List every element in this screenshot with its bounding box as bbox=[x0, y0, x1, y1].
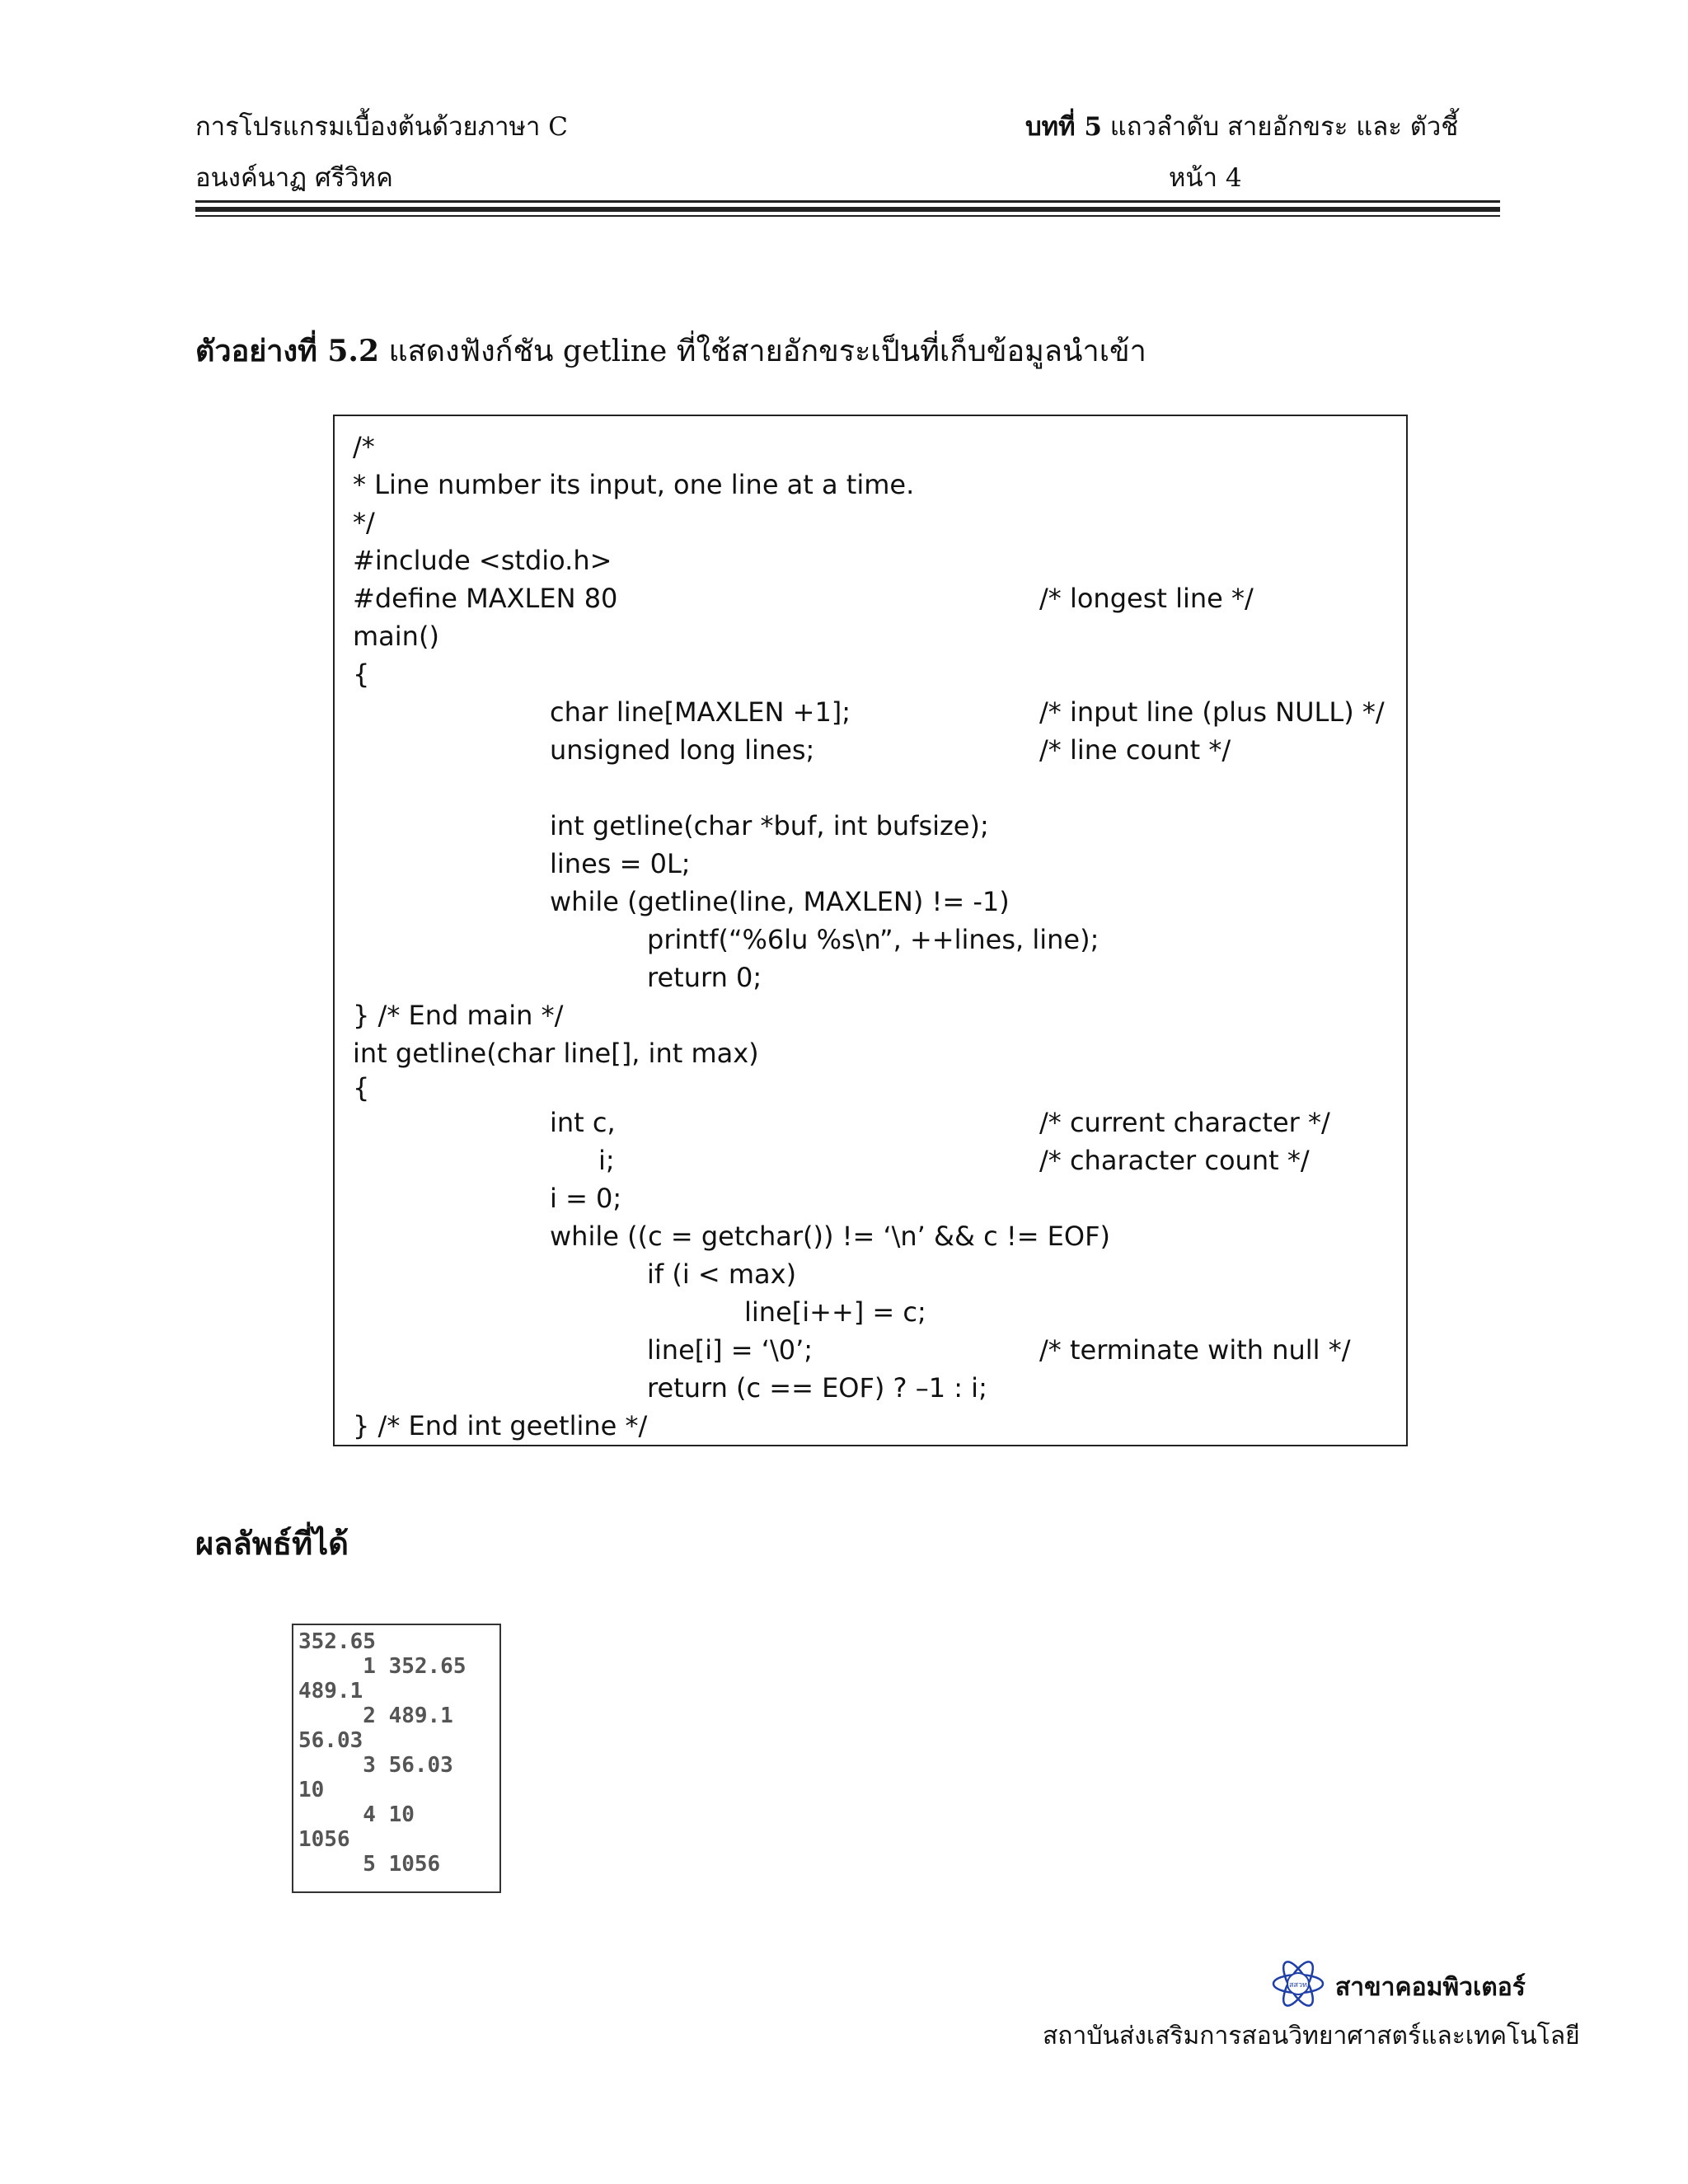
header-rule-thin-bottom bbox=[195, 215, 1500, 217]
code-line: #define MAXLEN 80 bbox=[353, 583, 618, 614]
code-line: line[i++] = c; bbox=[744, 1296, 926, 1328]
code-line: } /* End int geetline */ bbox=[353, 1410, 648, 1441]
code-line: return (c == EOF) ? –1 : i; bbox=[647, 1372, 987, 1404]
code-line: return 0; bbox=[647, 962, 762, 993]
code-line: int getline(char line[], int max) bbox=[353, 1038, 759, 1069]
author-name: อนงค์นาฏ ศรีวิหค bbox=[195, 163, 393, 193]
console-output bbox=[292, 1624, 501, 1893]
console-line: 10 bbox=[298, 1778, 325, 1802]
console-line: 352.65 bbox=[298, 1629, 376, 1654]
console-line: 2 489.1 bbox=[298, 1704, 453, 1728]
code-comment: /* current character */ bbox=[1039, 1107, 1330, 1138]
code-line: i; bbox=[598, 1145, 615, 1176]
code-listing bbox=[333, 415, 1408, 1446]
logo-text: สสวท bbox=[1289, 1981, 1307, 1990]
code-line: int c, bbox=[550, 1107, 616, 1138]
code-line: } /* End main */ bbox=[353, 1000, 564, 1031]
code-line: lines = 0L; bbox=[550, 848, 691, 879]
console-line: 1056 bbox=[298, 1827, 350, 1852]
console-line: 3 56.03 bbox=[298, 1753, 453, 1778]
code-line: while (getline(line, MAXLEN) != -1) bbox=[550, 886, 1010, 917]
console-line: 56.03 bbox=[298, 1728, 363, 1753]
console-line: 4 10 bbox=[298, 1802, 415, 1827]
chapter-label: บทที่ 5 bbox=[1025, 112, 1102, 142]
console-line: 489.1 bbox=[298, 1679, 363, 1704]
code-line: while ((c = getchar()) != ‘\n’ && c != EOF) bbox=[550, 1221, 1110, 1252]
code-line: { bbox=[353, 1072, 370, 1104]
example-heading bbox=[195, 327, 1146, 374]
chapter-heading bbox=[1025, 105, 1458, 147]
console-line: 1 352.65 bbox=[298, 1654, 467, 1679]
footer-institute: สถาบันส่งเสริมการสอนวิทยาศาสตร์และเทคโนโลยี bbox=[1043, 2022, 1580, 2050]
footer-department: สาขาคอมพิวเตอร์ bbox=[1335, 1973, 1526, 2002]
code-line: if (i < max) bbox=[647, 1258, 797, 1290]
code-line: */ bbox=[353, 507, 375, 538]
code-line: line[i] = ‘\0’; bbox=[647, 1334, 814, 1366]
atom-logo-icon bbox=[1269, 1955, 1327, 2013]
institute-logo bbox=[1269, 1955, 1327, 2013]
code-comment: /* longest line */ bbox=[1039, 583, 1254, 614]
document-title: การโปรแกรมเบื้องต้นด้วยภาษา C bbox=[195, 112, 568, 142]
example-label: ตัวอย่างที่ 5.2 bbox=[195, 334, 379, 368]
header-rule-thin-top bbox=[195, 200, 1500, 203]
code-line: char line[MAXLEN +1]; bbox=[550, 696, 851, 728]
code-comment: /* terminate with null */ bbox=[1039, 1334, 1351, 1366]
console-line: 5 1056 bbox=[298, 1852, 441, 1877]
code-line: * Line number its input, one line at a time. bbox=[353, 469, 915, 500]
code-line: printf(“%6lu %s\n”, ++lines, line); bbox=[647, 924, 1100, 955]
code-line: { bbox=[353, 658, 370, 690]
code-line: main() bbox=[353, 621, 439, 652]
code-comment: /* character count */ bbox=[1039, 1145, 1310, 1176]
header-rule-thick bbox=[195, 207, 1500, 212]
page-number: หน้า 4 bbox=[1169, 163, 1242, 193]
code-line: int getline(char *buf, int bufsize); bbox=[550, 810, 989, 841]
code-comment: /* line count */ bbox=[1039, 734, 1231, 766]
code-line: i = 0; bbox=[550, 1183, 622, 1214]
code-line: /* bbox=[353, 431, 375, 462]
code-comment: /* input line (plus NULL) */ bbox=[1039, 696, 1385, 728]
result-heading: ผลลัพธ์ที่ได้ bbox=[195, 1525, 349, 1562]
chapter-title: แถวลำดับ สายอักขระ และ ตัวชี้ bbox=[1109, 112, 1459, 142]
code-line: unsigned long lines; bbox=[550, 734, 815, 766]
example-description: แสดงฟังก์ชัน getline ที่ใช้สายอักขระเป็นที่เก็บข้อมูลนำเข้า bbox=[388, 335, 1146, 368]
code-line: #include <stdio.h> bbox=[353, 545, 612, 576]
